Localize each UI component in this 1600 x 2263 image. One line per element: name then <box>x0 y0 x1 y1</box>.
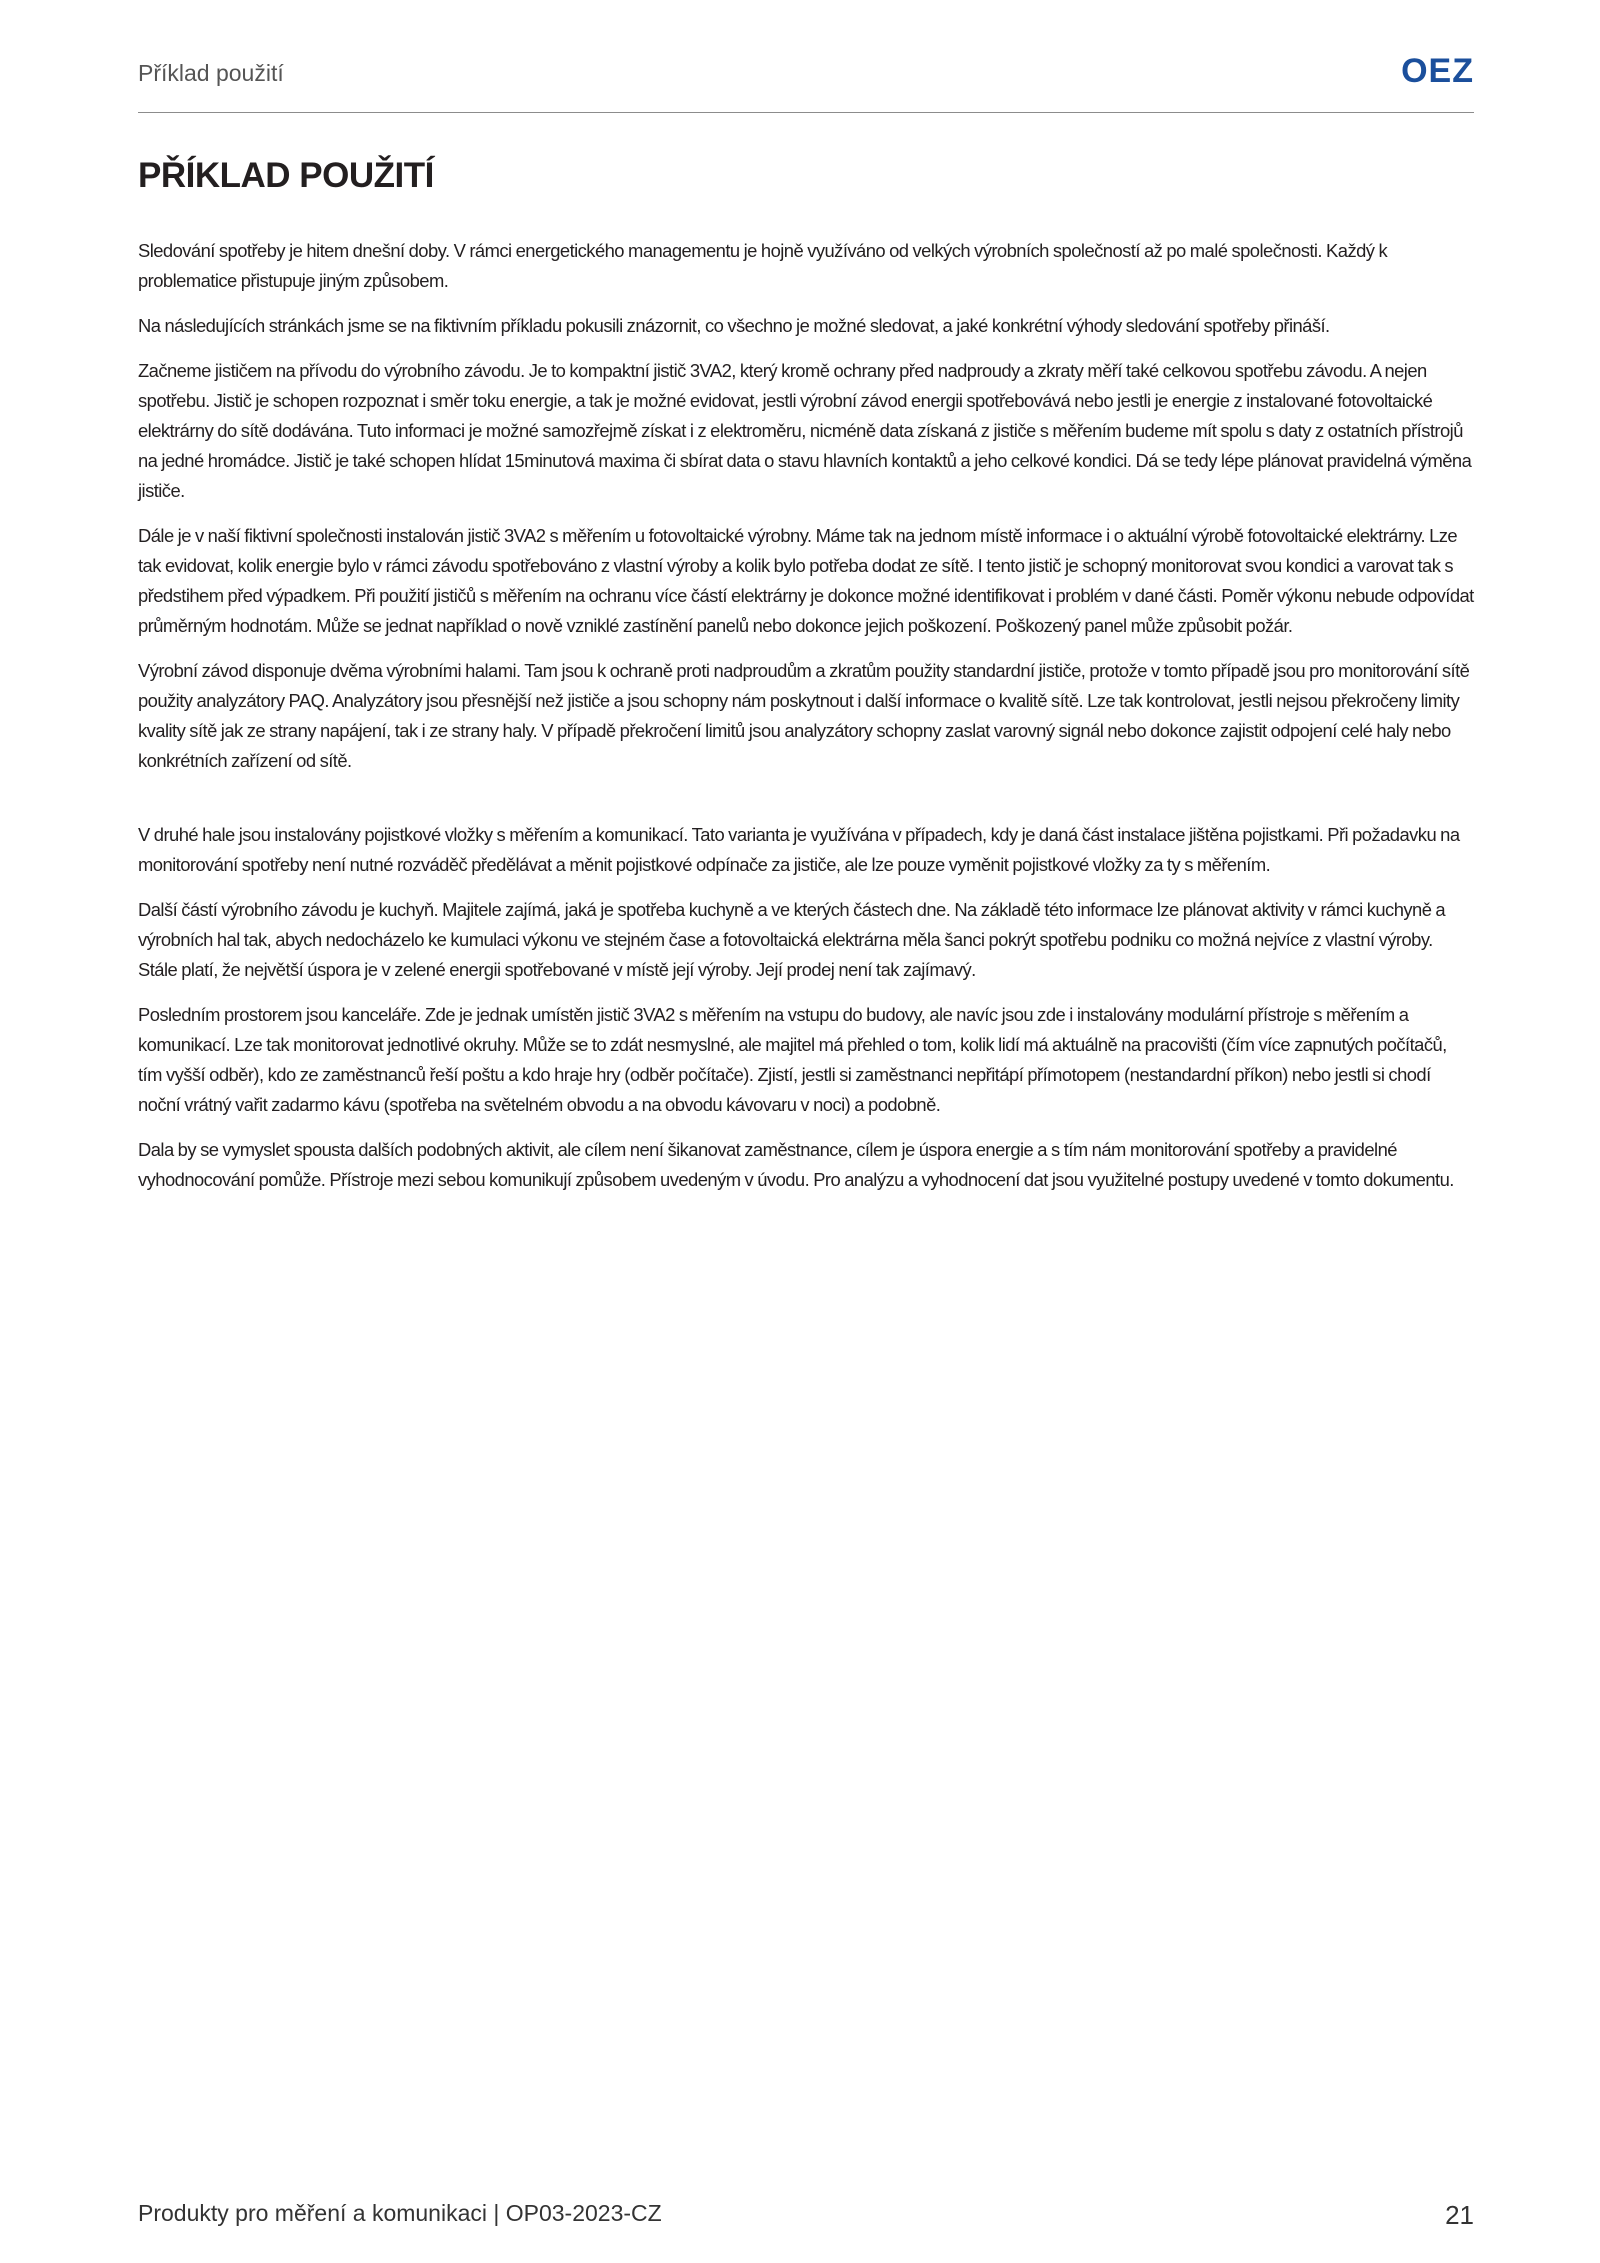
article-body <box>138 236 1474 1210</box>
page-number: 21 <box>1445 2200 1474 2230</box>
paragraph-second-hall: V druhé hale jsou instalovány pojistkové vložky s měřením a komunikací. Tato varianta je využívána v případech, kdy je daná část instalace jištěna pojistkami. Při požadavku na monitorování spotřeby není nutné rozváděč předělávat a měnit pojistkové odpínače za jističe, ale lze pouze vyměnit pojistkové vložky za ty s měřením. <box>138 824 1460 875</box>
footer-document-id: Produkty pro měření a komunikaci | OP03-2023-CZ <box>138 2200 662 2226</box>
page-header <box>138 52 1474 113</box>
paragraph-intro: Sledování spotřeby je hitem dnešní doby. V rámci energetického managementu je hojně využíváno od velkých výrobních společností až po malé společnosti. Každý k problematice přistupuje jiným způsobem. <box>138 240 1388 291</box>
paragraph-production-halls: Výrobní závod disponuje dvěma výrobními halami. Tam jsou k ochraně proti nadproudům a zkratům použity standardní jističe, protože v tomto případě jsou pro monitorování sítě použity analyzátory PAQ. Analyzátory jsou přesnější než jističe a jsou schopny nám poskytnout i další informace o kvalitě sítě. Lze tak kontrolovat, jestli nejsou překročeny limity kvality sítě jak ze strany napájení, tak i ze strany haly. V případě překročení limitů jsou analyzátory schopny zaslat varovný signál nebo dokonce zajistit odpojení celé haly nebo konkrétních zařízení od sítě. <box>138 660 1470 771</box>
paragraph-photovoltaic: Dále je v naší fiktivní společnosti instalován jistič 3VA2 s měřením u fotovoltaické výrobny. Máme tak na jednom místě informace i o aktuální výrobě fotovoltaické elektrárny. Lze tak evidovat, kolik energie bylo v rámci závodu spotřebováno z vlastní výroby a kolik bylo potřeba dodat ze sítě. I tento jistič je schopný monitorovat svou kondici a varovat tak s předstihem před výpadkem. Při použití jističů s měřením na ochranu více částí elektrárny je dokonce možné identifikovat i problém v dané části. Poměr výkonu nebude odpovídat průměrným hodnotám. Může se jednat například o nově vzniklé zastínění panelů nebo dokonce jejich poškození. Poškozený panel může způsobit požár. <box>138 525 1474 636</box>
page-footer <box>138 2200 1474 2232</box>
paragraph-main-breaker: Začneme jističem na přívodu do výrobního závodu. Je to kompaktní jistič 3VA2, který kromě ochrany před nadproudy a zkraty měří také celkovou spotřebu závodu. A nejen spotřebu. Jistič je schopen rozpoznat i směr toku energie, a tak je možné evidovat, jestli výrobní závod energii spotřebovává nebo jestli je energie z instalované fotovoltaické elektrárny do sítě dodávána. Tuto informaci je možné samozřejmě získat i z elektroměru, nicméně data získaná z jističe s měřením budeme mít spolu s daty z ostatních přístrojů na jedné hromádce. Jistič je také schopen hlídat 15minutová maxima či sbírat data o stavu hlavních kontaktů a jeho celkové kondici. Dá se tedy lépe plánovat pravidelná výměna jističe. <box>138 360 1472 501</box>
page-title: PŘÍKLAD POUŽITÍ <box>138 156 434 195</box>
paragraph-overview: Na následujících stránkách jsme se na fiktivním příkladu pokusili znázornit, co všechno je možné sledovat, a jaké konkrétní výhody sledování spotřeby přináší. <box>138 315 1330 336</box>
paragraph-offices: Posledním prostorem jsou kanceláře. Zde je jednak umístěn jistič 3VA2 s měřením na vstupu do budovy, ale navíc jsou zde i instalovány modulární přístroje s měřením a komunikací. Lze tak monitorovat jednotlivé okruhy. Může se to zdát nesmyslné, ale majitel má přehled o tom, kolik lidí má aktuálně na pracovišti (čím více zapnutých počítačů, tím vyšší odběr), kdo ze zaměstnanců řeší poštu a kdo hraje hry (odběr počítače). Zjistí, jestli si zaměstnanci nepřitápí přímotopem (nestandardní příkon) nebo jestli si chodí noční vrátný vařit zadarmo kávu (spotřeba na světelném obvodu a na obvodu kávovaru v noci) a podobně. <box>138 1004 1447 1115</box>
header-title: Příklad použití <box>138 60 284 86</box>
oez-logo: OEZ <box>1401 52 1474 90</box>
paragraph-kitchen: Další částí výrobního závodu je kuchyň. Majitele zajímá, jaká je spotřeba kuchyně a ve kterých částech dne. Na základě této informace lze plánovat aktivity v rámci kuchyně a výrobních hal tak, abych nedocházelo ke kumulaci výkonu ve stejném čase a fotovoltaická elektrárna měla šanci pokrýt spotřebu podniku co možná nejvíce z vlastní výroby. Stále platí, že největší úspora je v zelené energii spotřebované v místě její výroby. Její prodej není tak zajímavý. <box>138 899 1446 980</box>
paragraph-conclusion: Dala by se vymyslet spousta dalších podobných aktivit, ale cílem není šikanovat zaměstnance, cílem je úspora energie a s tím nám monitorování spotřeby a pravidelné vyhodnocování pomůže. Přístroje mezi sebou komunikují způsobem uvedeným v úvodu. Pro analýzu a vyhodnocení dat jsou využitelné postupy uvedené v tomto dokumentu. <box>138 1139 1454 1190</box>
